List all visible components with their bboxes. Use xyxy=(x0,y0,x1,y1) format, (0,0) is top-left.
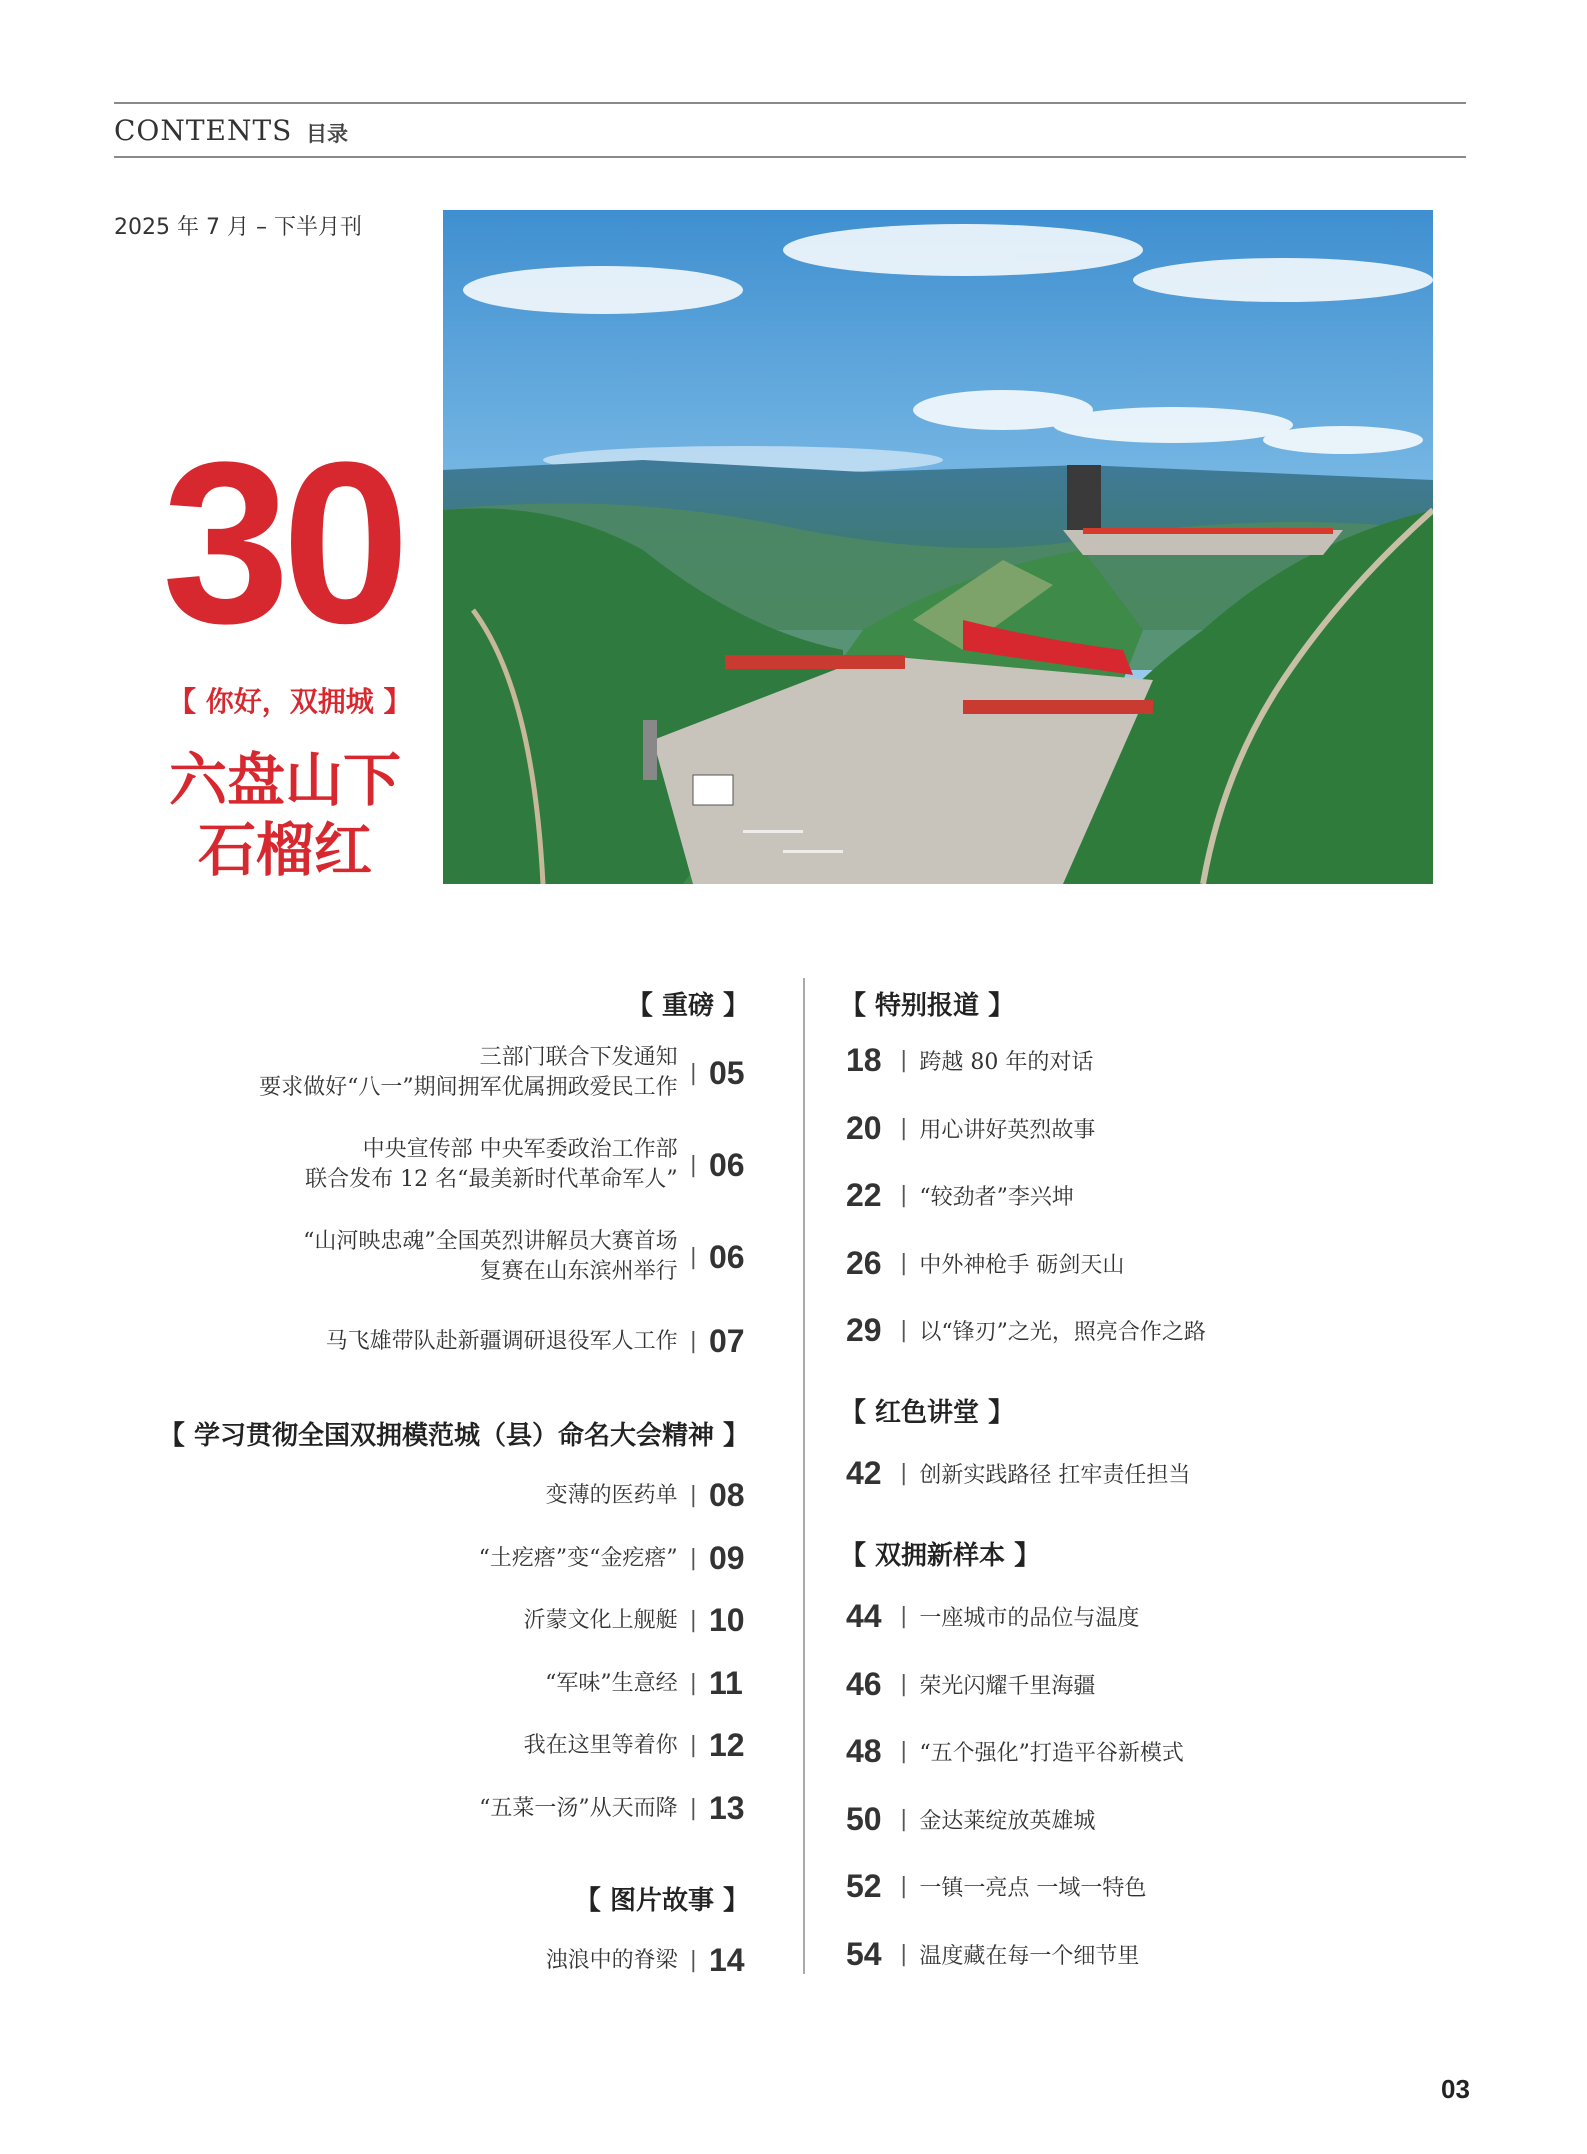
entry-title-line: 复赛在山东滨州举行 xyxy=(479,1259,678,1284)
separator: | xyxy=(900,1461,908,1486)
entry-page-number: 52 xyxy=(846,1868,882,1904)
toc-entry[interactable] xyxy=(846,1598,1139,1635)
entry-title: 金达莱绽放英雄城 xyxy=(919,1809,1096,1834)
separator: | xyxy=(689,1060,697,1086)
entry-page-number: 05 xyxy=(709,1054,745,1091)
separator: | xyxy=(900,1251,908,1276)
toc-entry[interactable] xyxy=(479,1790,751,1827)
entry-title-line: 变薄的医药单 xyxy=(545,1482,678,1508)
entry-page-number: 08 xyxy=(709,1477,745,1513)
entry-page-number: 48 xyxy=(846,1733,882,1769)
entry-page-number: 42 xyxy=(846,1455,882,1491)
entry-page-number: 11 xyxy=(709,1665,743,1701)
separator: | xyxy=(900,1183,908,1208)
separator: | xyxy=(900,1739,908,1764)
toc-entry[interactable] xyxy=(846,1733,1184,1770)
entry-title: 温度藏在每一个细节里 xyxy=(919,1944,1140,1969)
entry-title: 以“锋刃”之光，照亮合作之路 xyxy=(919,1320,1206,1345)
entry-title: 用心讲好英烈故事 xyxy=(919,1118,1096,1143)
section-heading-shuangyong: 【 双拥新样本 】 xyxy=(840,1541,1041,1571)
separator: | xyxy=(689,1244,697,1270)
separator: | xyxy=(689,1671,697,1696)
contents-heading-en: CONTENTS xyxy=(114,114,293,147)
entry-page-number: 09 xyxy=(709,1540,745,1576)
toc-entry[interactable] xyxy=(546,1477,751,1514)
entry-title-line: 马飞雄带队赴新疆调研退役军人工作 xyxy=(325,1328,678,1354)
toc-entry[interactable] xyxy=(846,1110,1095,1147)
toc-entry[interactable] xyxy=(846,1312,1206,1349)
entry-title: 荣光闪耀千里海疆 xyxy=(919,1674,1096,1699)
contents-heading-cn: 目录 xyxy=(306,122,348,146)
separator: | xyxy=(689,1796,697,1821)
entry-title-line: 浊浪中的脊梁 xyxy=(545,1947,678,1973)
toc-entry[interactable] xyxy=(524,1602,751,1639)
entry-page-number: 07 xyxy=(709,1323,745,1359)
toc-entry[interactable] xyxy=(846,1245,1124,1282)
feature-title[interactable] xyxy=(150,745,420,885)
feature-title-line2: 石榴红 xyxy=(197,816,372,884)
separator: | xyxy=(689,1483,697,1508)
toc-entry[interactable] xyxy=(846,1936,1139,1973)
feature-photo[interactable] xyxy=(443,210,1433,884)
toc-entry[interactable] xyxy=(846,1801,1095,1838)
toc-entry[interactable] xyxy=(846,1455,1190,1492)
entry-page-number: 46 xyxy=(846,1666,882,1702)
separator: | xyxy=(900,1942,908,1967)
entry-page-number: 50 xyxy=(846,1801,882,1837)
entry-title-line: “山河映忠魂”全国英烈讲解员大赛首场 xyxy=(303,1229,678,1254)
entry-page-number: 29 xyxy=(846,1312,882,1348)
entry-page-number: 06 xyxy=(709,1238,745,1275)
separator: | xyxy=(689,1152,697,1178)
separator: | xyxy=(900,1116,908,1141)
entry-title: 创新实践路径 扛牢责任担当 xyxy=(919,1463,1191,1488)
section-heading-zhongbang: 【 重磅 】 xyxy=(626,991,749,1021)
entry-title-line: 三部门联合下发通知 xyxy=(479,1045,678,1070)
entry-page-number: 22 xyxy=(846,1177,882,1213)
column-divider xyxy=(803,978,805,1974)
entry-title: “五个强化”打造平谷新模式 xyxy=(919,1741,1184,1766)
separator: | xyxy=(689,1948,697,1973)
entry-page-number: 18 xyxy=(846,1042,882,1078)
entry-title: 一座城市的品位与温度 xyxy=(919,1606,1140,1631)
landscape-illustration xyxy=(443,210,1433,884)
issue-date: 2025 年 7 月 – 下半月刊 xyxy=(114,215,362,240)
entry-page-number: 54 xyxy=(846,1936,882,1972)
entry-title: 一镇一亮点 一域一特色 xyxy=(919,1876,1147,1901)
toc-entry[interactable] xyxy=(846,1042,1093,1079)
separator: | xyxy=(900,1807,908,1832)
section-heading-xuexi: 【 学习贯彻全国双拥模范城（县）命名大会精神 】 xyxy=(158,1421,749,1451)
entry-page-number: 10 xyxy=(709,1602,745,1638)
feature-page-number[interactable]: 30 xyxy=(162,414,402,671)
section-heading-tebie: 【 特别报道 】 xyxy=(840,991,1015,1021)
separator: | xyxy=(689,1608,697,1633)
entry-title-line: 要求做好“八一”期间拥军优属拥政爱民工作 xyxy=(259,1075,678,1100)
entry-title-line: 中央宣传部 中央军委政治工作部 xyxy=(362,1137,678,1162)
entry-title: 中外神枪手 砺剑天山 xyxy=(919,1253,1125,1278)
toc-entry[interactable] xyxy=(479,1540,751,1577)
toc-entry[interactable] xyxy=(524,1727,751,1764)
header-top-rule xyxy=(114,102,1466,104)
entry-title: 跨越 80 年的对话 xyxy=(919,1050,1094,1075)
entry-title-line: “五菜一汤”从天而降 xyxy=(479,1795,678,1821)
toc-entry[interactable] xyxy=(259,1043,751,1103)
feature-section-tag: 【 你好，双拥城 】 xyxy=(168,685,412,718)
entry-page-number: 13 xyxy=(709,1790,745,1826)
separator: | xyxy=(900,1318,908,1343)
toc-entry[interactable] xyxy=(545,1665,751,1702)
entry-title-line: 沂蒙文化上舰艇 xyxy=(523,1607,678,1633)
entry-title-line: 我在这里等着你 xyxy=(523,1732,678,1758)
header-bottom-rule xyxy=(114,156,1466,158)
entry-page-number: 14 xyxy=(709,1942,745,1978)
feature-title-line1: 六盘山下 xyxy=(168,746,401,814)
toc-entry[interactable] xyxy=(546,1942,751,1979)
separator: | xyxy=(900,1874,908,1899)
separator: | xyxy=(900,1604,908,1629)
entry-title-line: “土疙瘩”变“金疙瘩” xyxy=(478,1545,678,1571)
entry-page-number: 12 xyxy=(709,1727,745,1763)
entry-page-number: 26 xyxy=(846,1245,882,1281)
toc-entry[interactable] xyxy=(326,1323,751,1360)
entry-title: “较劲者”李兴坤 xyxy=(919,1185,1074,1210)
toc-entry[interactable] xyxy=(846,1868,1146,1905)
separator: | xyxy=(900,1672,908,1697)
entry-title-line: “军味”生意经 xyxy=(545,1670,678,1696)
toc-entry[interactable] xyxy=(846,1177,1074,1214)
entry-page-number: 44 xyxy=(846,1598,882,1634)
toc-entry[interactable] xyxy=(303,1227,751,1287)
separator: | xyxy=(689,1733,697,1758)
separator: | xyxy=(900,1048,908,1073)
toc-entry[interactable] xyxy=(846,1666,1095,1703)
entry-page-number: 20 xyxy=(846,1110,882,1146)
separator: | xyxy=(689,1546,697,1571)
page-folio: 03 xyxy=(1441,2074,1470,2104)
entry-page-number: 06 xyxy=(709,1146,745,1183)
section-heading-tupian: 【 图片故事 】 xyxy=(574,1886,749,1916)
toc-entry[interactable] xyxy=(305,1135,751,1195)
separator: | xyxy=(689,1329,697,1354)
section-heading-hongse: 【 红色讲堂 】 xyxy=(840,1398,1015,1428)
entry-title-line: 联合发布 12 名“最美新时代革命军人” xyxy=(305,1167,678,1192)
